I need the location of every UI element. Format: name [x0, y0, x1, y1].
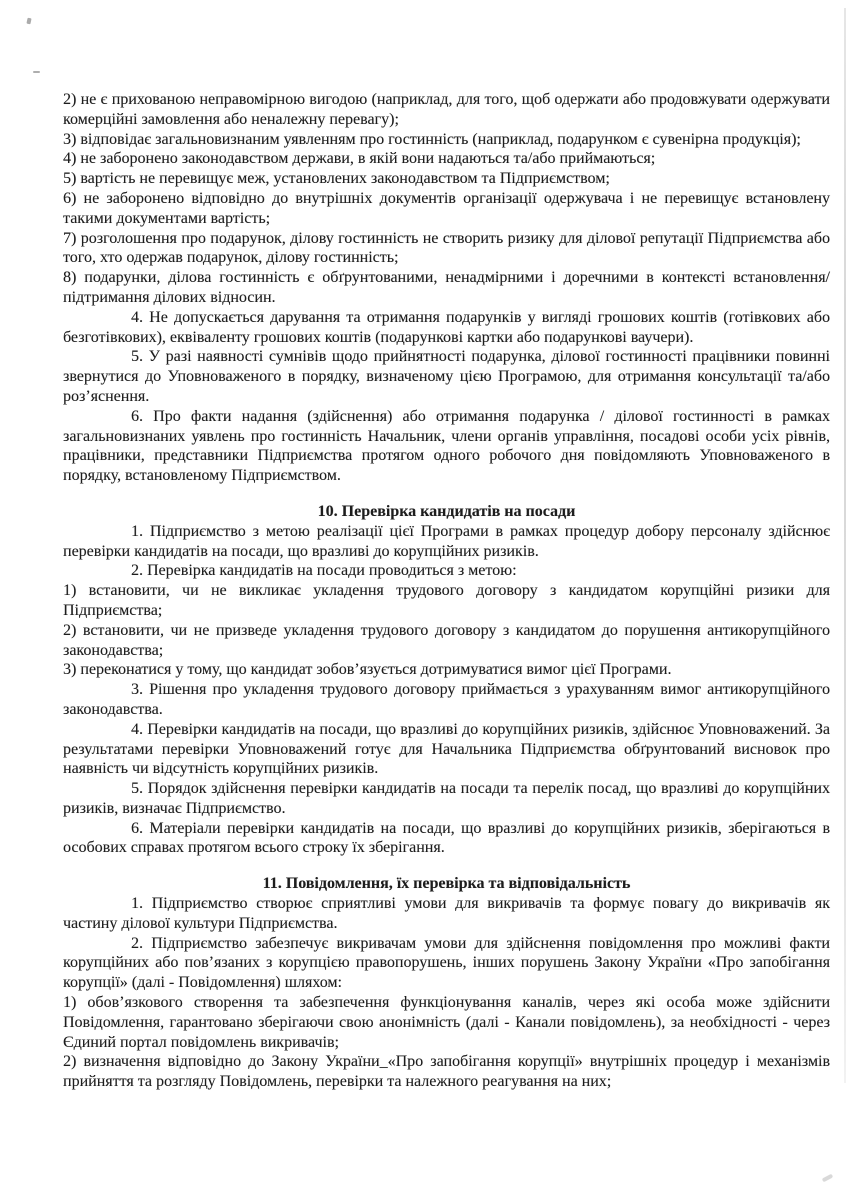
document-paragraph: 2. Підприємство забезпечує викривачам умови для здійснення повідомлення про можливі факти корупційних або пов’язаних з корупцією правопорушень, інших порушень Закону України «Про запобігання корупції» (далі - Повідомлення) шляхом: [63, 934, 830, 992]
document-paragraph: 4. Не допускається дарування та отримання подарунків у вигляді грошових коштів (готівкових або безготівкових), еквіваленту грошових коштів (подарункові картки або подарункові ваучери). [63, 308, 830, 346]
document-content [63, 90, 830, 1092]
document-paragraph: 3) відповідає загальновизнаним уявленням про гостинність (наприклад, подарунком є сувенірна продукція); [63, 130, 801, 148]
scan-speck [26, 18, 31, 25]
document-paragraph: 6. Матеріали перевірки кандидатів на посади, що вразливі до корупційних ризиків, зберігаються в особових справах протягом всього строку їх зберігання. [63, 819, 830, 857]
section-heading: 10. Перевірка кандидатів на посади [317, 502, 576, 520]
document-paragraph: 4. Перевірки кандидатів на посади, що вразливі до корупційних ризиків, здійснює Уповноважений. За результатами перевірки Уповноважений готує для Начальника Підприємства обґрунтований висновок про наявність чи відсутність корупційних ризиків. [63, 720, 830, 778]
section-heading: 11. Повідомлення, їх перевірка та відповідальність [262, 875, 631, 893]
document-paragraph: 5. Порядок здійснення перевірки кандидатів на посади та перелік посад, що вразливі до корупційних ризиків, визначає Підприємство. [63, 780, 830, 817]
document-paragraph: 7) розголошення про подарунок, ділову гостинність не створить ризику для ділової репутації Підприємства або того, хто одержав подарунок, ділову гостинність; [63, 229, 830, 267]
document-paragraph: 6) не заборонено відповідно до внутрішніх документів організації одержувача і не перевищує встановлену такими документами вартість; [63, 189, 830, 227]
document-paragraph: 1. Підприємство створює сприятливі умови для викривачів та формує повагу до викривачів як частину ділової культури Підприємства. [63, 895, 830, 932]
document-paragraph: 2. Перевірка кандидатів на посади проводиться з метою: [131, 562, 517, 580]
document-paragraph: 1. Підприємство з метою реалізації цієї Програми в рамках процедур добору персоналу здійснює перевірки кандидатів на посади, що вразливі до корупційних ризиків. [63, 522, 830, 560]
scan-speck [33, 71, 40, 73]
document-paragraph: 1) встановити, чи не викликає укладення трудового договору з кандидатом корупційні ризики для Підприємства; [63, 582, 830, 619]
document-paragraph: 2) встановити, чи не призведе укладення трудового договору з кандидатом до порушення антикорупційного законодавства; [63, 621, 830, 659]
scan-speck [822, 1174, 834, 1183]
document-paragraph: 5. У разі наявності сумнівів щодо прийнятності подарунка, ділової гостинності працівники повинні звернутися до Уповноваженого в порядку, визначеному цією Програмою, для отримання консультації та/або роз’яснення. [63, 348, 830, 405]
document-paragraph: 4) не заборонено законодавством держави, в якій вони надаються та/або приймаються; [63, 150, 656, 168]
document-paragraph: 5) вартість не перевищує меж, установлених законодавством та Підприємством; [63, 170, 610, 188]
document-paragraph: 6. Про факти надання (здійснення) або отримання подарунка / ділової гостинності в рамках загальновизнаних уявлень про гостинність Начальник, члени органів управління, посадові особи усіх рівнів, працівники, представники Підприємства протягом одного робочого дня повідомляють Уповноваженого в порядку, встановленому Підприємством. [63, 407, 830, 485]
document-paragraph: 3. Рішення про укладення трудового договору приймається з урахуванням вимог антикорупційного законодавства. [63, 681, 830, 718]
document-paragraph: 8) подарунки, ділова гостинність є обґрунтованими, ненадмірними і доречними в контексті встановлення/підтримання ділових відносин. [63, 269, 830, 306]
document-paragraph: 2) не є прихованою неправомірною вигодою (наприклад, для того, щоб одержати або продовжувати одержувати комерційні замовлення або неналежну перевагу); [63, 91, 830, 128]
scan-edge-shadow [844, 8, 846, 1083]
document-paragraph: 1) обов’язкового створення та забезпечення функціонування каналів, через які особа може здійснити Повідомлення, гарантовано зберігаючи свою анонімність (далі - Канали повідомлень), за необхідності - через Єдиний портал повідомлень викривачів; [63, 994, 830, 1051]
document-paragraph: 3) переконатися у тому, що кандидат зобов’язується дотримуватися вимог цієї Програми. [63, 661, 672, 679]
document-paragraph: 2) визначення відповідно до Закону України_«Про запобігання корупції» внутрішніх процедур і механізмів прийняття та розгляду Повідомлень, перевірки та належного реагування на них; [63, 1053, 830, 1091]
